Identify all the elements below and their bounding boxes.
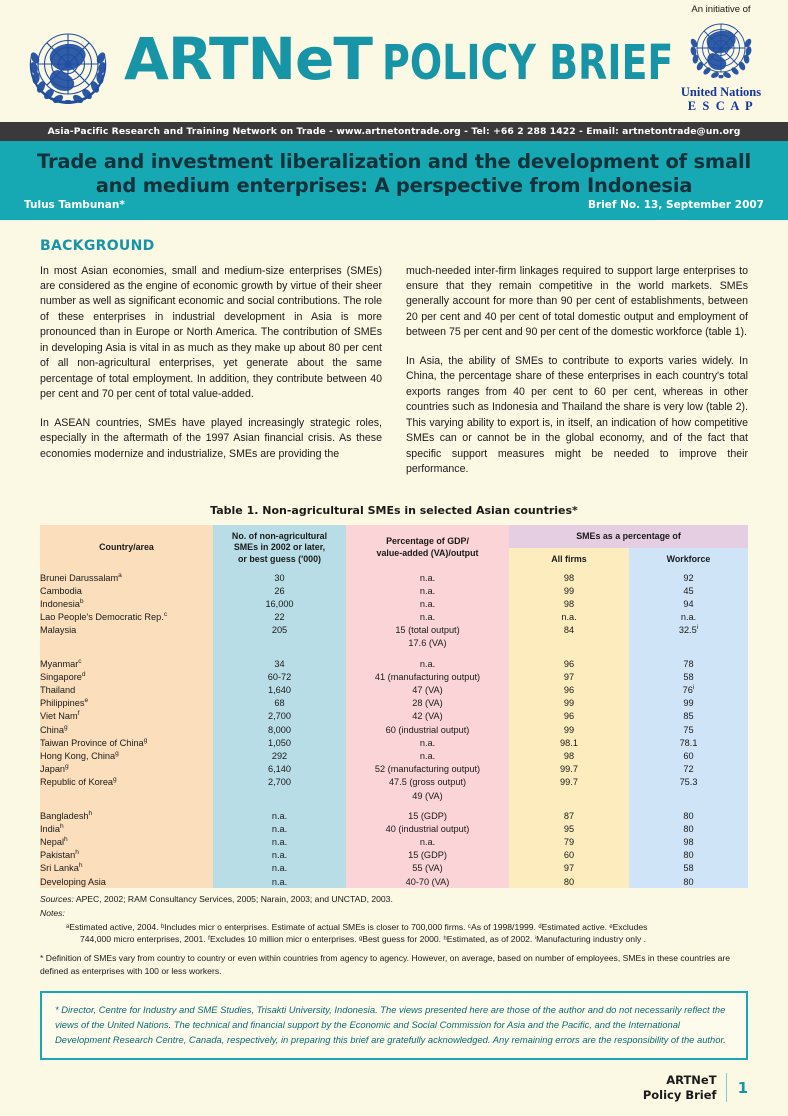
col-header-all-firms: All firms bbox=[509, 548, 629, 571]
cell-country: Brunei Darussalam$^a$ bbox=[40, 571, 213, 584]
col-header-sme-percentage-group: SMEs as a percentage of bbox=[509, 525, 748, 548]
footnote-marker: c bbox=[78, 657, 82, 665]
cell-country: Philippines$^e$ bbox=[40, 697, 213, 710]
table-row bbox=[40, 611, 748, 624]
cell-sme-count: 16,000 bbox=[213, 597, 346, 610]
cell-sme-count: 60-72 bbox=[213, 670, 346, 683]
cell-country: Sri Lanka$^h$ bbox=[40, 862, 213, 875]
cell-workforce: 80 bbox=[629, 875, 748, 888]
cell-gdp-share: 47.5 (gross output) bbox=[346, 776, 509, 789]
cell-all-firms: 80 bbox=[509, 875, 629, 888]
table-group-gap bbox=[40, 650, 748, 657]
paragraph: In Asia, the ability of SMEs to contribute to exports varies widely. In China, the percentage share of these enterprises in each country's total exports ranges from 40 per cent to 60 per cent, whereas in other countries such as Indonesia and Thailand the share is very low (table 2). This varying ability to export is, in itself, an indication of how competitive SMEs can or cannot be in the global economy, and of the fact that specific support measures might be needed to improve their performance. bbox=[406, 354, 748, 475]
brand-policy-brief: POLICY BRIEF bbox=[381, 35, 674, 91]
col-header-gdp-line2: value-added (VA)/output bbox=[376, 548, 479, 559]
cell-country: Malaysia bbox=[40, 624, 213, 637]
cell-all-firms-cont bbox=[509, 789, 629, 802]
cell-workforce: 85 bbox=[629, 710, 748, 723]
footnote-marker: g bbox=[64, 723, 68, 731]
cell-gdp-share: n.a. bbox=[346, 611, 509, 624]
table-row bbox=[40, 763, 748, 776]
cell-sme-count: 30 bbox=[213, 571, 346, 584]
un-emblem-icon bbox=[18, 26, 118, 114]
cell-sme-count: 8,000 bbox=[213, 723, 346, 736]
table-row bbox=[40, 749, 748, 762]
cell-all-firms: 98.1 bbox=[509, 736, 629, 749]
table-row-continuation bbox=[40, 637, 748, 650]
cell-workforce: 78.1 bbox=[629, 736, 748, 749]
table-row bbox=[40, 597, 748, 610]
cell-country: Viet Nam$^f$ bbox=[40, 710, 213, 723]
cell-country: Bangladesh$^h$ bbox=[40, 809, 213, 822]
contact-bar: Asia-Pacific Research and Training Network on Trade - www.artnetontrade.org - Tel: +66 2 288 1422 - Email: artnetontrade@un.org bbox=[0, 122, 788, 141]
table-row bbox=[40, 723, 748, 736]
col-header-country: Country/area bbox=[40, 525, 213, 571]
cell-workforce: 58 bbox=[629, 862, 748, 875]
footnote-marker: h bbox=[59, 822, 64, 830]
sources-line bbox=[40, 893, 748, 905]
footer-brand bbox=[643, 1073, 727, 1102]
author-footnote-text: * Director, Centre for Industry and SME Studies, Trisakti University, Indonesia. The views presented here are those of the author and do not necessarily reflect the views of the United Nations. The technical and financial support by the Economic and Social Commission for Asia and the Pacific, and the International Development Research Centre, Canada, respectively, in preparing this brief are gratefully acknowledged. Any remaining errors are the responsibility of the author. bbox=[55, 1003, 726, 1046]
cell-sme-count: n.a. bbox=[213, 836, 346, 849]
cell-workforce: 76$^i$ bbox=[629, 683, 748, 696]
cell-gdp-share: n.a. bbox=[346, 657, 509, 670]
table-row bbox=[40, 710, 748, 723]
footnote-marker: g bbox=[143, 736, 148, 744]
cell-sme-count: 1,050 bbox=[213, 736, 346, 749]
cell-all-firms: 96 bbox=[509, 683, 629, 696]
cell-gdp-share: 42 (VA) bbox=[346, 710, 509, 723]
cell-country: Indonesia$^b$ bbox=[40, 597, 213, 610]
table-head bbox=[40, 525, 748, 571]
cell-country: Myanmar$^c$ bbox=[40, 657, 213, 670]
table-row bbox=[40, 836, 748, 849]
footnote-marker: f bbox=[77, 710, 80, 718]
footnote-marker: g bbox=[115, 749, 119, 757]
footer-brand-line1: ARTNeT bbox=[666, 1073, 717, 1088]
cell-country: Republic of Korea$^g$ bbox=[40, 776, 213, 789]
table-row bbox=[40, 670, 748, 683]
footnote-marker: h bbox=[88, 809, 93, 817]
cell-all-firms: 95 bbox=[509, 822, 629, 835]
brief-title-line2: and medium enterprises: A perspective from Indonesia bbox=[95, 173, 693, 197]
cell-all-firms: 99.7 bbox=[509, 776, 629, 789]
table-header-row-1 bbox=[40, 525, 748, 548]
paragraph: In most Asian economies, small and medium-size enterprises (SMEs) are considered as the engine of economic growth by virtue of their sheer number as well as significant economic and social contributions. The role of these enterprises in industrial development in Asia is more pronounced than in Europe or North America. The contribution of SMEs in developing Asia is vital in as much as they make up about 80 per cent of all non-agricultural enterprises, yet generate about the same percentage of total employment. In addition, they contribute between 40 per cent and 70 per cent of total value-added. bbox=[40, 264, 382, 401]
table-row bbox=[40, 849, 748, 862]
table-row bbox=[40, 809, 748, 822]
cell-all-firms: 99.7 bbox=[509, 763, 629, 776]
sme-statistics-table bbox=[40, 525, 748, 888]
cell-all-firms: 98 bbox=[509, 597, 629, 610]
notes-label: Notes: bbox=[40, 908, 65, 919]
cell-sme-count: 2,700 bbox=[213, 710, 346, 723]
col-header-workforce: Workforce bbox=[629, 548, 748, 571]
cell-country-cont bbox=[40, 637, 213, 650]
cell-sme-count: n.a. bbox=[213, 809, 346, 822]
cell-gdp-share: n.a. bbox=[346, 749, 509, 762]
footer-brand-line2: Policy Brief bbox=[642, 1087, 717, 1102]
cell-sme-count: n.a. bbox=[213, 875, 346, 888]
cell-gdp-share: n.a. bbox=[346, 597, 509, 610]
cell-all-firms: 99 bbox=[509, 584, 629, 597]
cell-workforce: 99 bbox=[629, 697, 748, 710]
cell-country: Hong Kong, China$^g$ bbox=[40, 749, 213, 762]
cell-all-firms: 87 bbox=[509, 809, 629, 822]
cell-workforce: 80 bbox=[629, 822, 748, 835]
table-row bbox=[40, 697, 748, 710]
two-column-body bbox=[40, 264, 748, 491]
paragraph: In ASEAN countries, SMEs have played increasingly strategic roles, especially in the aftermath of the 1997 Asian financial crisis. As these economies modernize and industrialize, SMEs are providing the bbox=[40, 416, 382, 460]
notes-line-1: ᵃEstimated active, 2004. ᵇIncludes micr o enterprises. Estimate of actual SMEs is closer to 700,000 firms. ᶜAs of 1998/1999. ᵈEstimated active. ᵉExcludes bbox=[66, 921, 648, 932]
cell-sme-count: n.a. bbox=[213, 849, 346, 862]
cell-gdp-share: n.a. bbox=[346, 736, 509, 749]
paragraph: much-needed inter-firm linkages required to support large enterprises to ensure that they remain competitive in the world markets. SMEs generally account for more than 90 per cent of establishments, between 20 per cent and 40 per cent of total domestic output and employment of between 75 per cent and 90 per cent of the domestic workforce (table 1). bbox=[406, 264, 748, 339]
cell-country: China$^g$ bbox=[40, 723, 213, 736]
cell-workforce: 98 bbox=[629, 836, 748, 849]
cell-country: Lao People's Democratic Rep.$^c$ bbox=[40, 611, 213, 624]
cell-gdp-share: n.a. bbox=[346, 836, 509, 849]
cell-all-firms: 97 bbox=[509, 670, 629, 683]
cell-sme-count: 68 bbox=[213, 697, 346, 710]
cell-gdp-share: 15 (GDP) bbox=[346, 849, 509, 862]
cell-sme-count: 6,140 bbox=[213, 763, 346, 776]
footnote-marker: i bbox=[692, 683, 695, 691]
star-definition-note: * Definition of SMEs vary from country to country or even within countries from agency to agency. However, on average, based on number of employees, SMEs in these countries are defined as enterprises with 100 or less workers. bbox=[40, 953, 731, 976]
cell-all-firms: 98 bbox=[509, 749, 629, 762]
un-escap-emblem-icon bbox=[682, 17, 760, 85]
cell-sme-count: 26 bbox=[213, 584, 346, 597]
brief-title-line1: Trade and investment liberalization and the development of small bbox=[37, 150, 751, 173]
cell-gdp-share: n.a. bbox=[346, 571, 509, 584]
page-number: 1 bbox=[737, 1078, 748, 1097]
cell-workforce: 92 bbox=[629, 571, 748, 584]
cell-workforce: 72 bbox=[629, 763, 748, 776]
cell-sme-count: 1,640 bbox=[213, 683, 346, 696]
masthead bbox=[0, 0, 788, 122]
cell-workforce: 58 bbox=[629, 670, 748, 683]
cell-sme-count-cont bbox=[213, 637, 346, 650]
cell-country: Thailand bbox=[40, 683, 213, 696]
table-row bbox=[40, 571, 748, 584]
footnote-marker: c bbox=[163, 611, 168, 619]
cell-sme-count-cont bbox=[213, 789, 346, 802]
cell-country: India$^h$ bbox=[40, 822, 213, 835]
cell-workforce: 80 bbox=[629, 809, 748, 822]
footnote-marker: g bbox=[113, 776, 117, 784]
un-escap-label: E S C A P bbox=[687, 99, 755, 114]
cell-gdp-share: 15 (total output) bbox=[346, 624, 509, 637]
page-title: BACKGROUND bbox=[40, 237, 155, 254]
cell-workforce-cont bbox=[629, 789, 748, 802]
cell-workforce: 78 bbox=[629, 657, 748, 670]
cell-country: Pakistan$^h$ bbox=[40, 849, 213, 862]
table-caption: Table 1. Non-agricultural SMEs in selected Asian countries* bbox=[210, 504, 578, 518]
cell-country: Singapore$^d$ bbox=[40, 670, 213, 683]
table-row bbox=[40, 683, 748, 696]
cell-sme-count: n.a. bbox=[213, 862, 346, 875]
cell-gdp-share: 28 (VA) bbox=[346, 697, 509, 710]
cell-gdp-share: 15 (GDP) bbox=[346, 809, 509, 822]
cell-gdp-share: 60 (industrial output) bbox=[346, 723, 509, 736]
cell-all-firms: 96 bbox=[509, 710, 629, 723]
notes-line-2: 744,000 micro enterprises, 2001. ᶠExcludes 10 million micr o enterprises. ᵍBest guess for 2000. ʰEstimated, as of 2002. ⁱManufacturing industry only . bbox=[80, 933, 647, 944]
article-content bbox=[0, 220, 788, 1060]
table-row bbox=[40, 875, 748, 888]
cell-gdp-share: 52 (manufacturing output) bbox=[346, 763, 509, 776]
byline-row bbox=[24, 199, 764, 211]
col-header-gdp bbox=[346, 525, 509, 571]
table-row bbox=[40, 624, 748, 637]
footnote-marker: b bbox=[79, 597, 84, 605]
cell-gdp-share: 55 (VA) bbox=[346, 862, 509, 875]
table-row bbox=[40, 584, 748, 597]
cell-sme-count: 22 bbox=[213, 611, 346, 624]
cell-workforce-cont bbox=[629, 637, 748, 650]
cell-country-cont bbox=[40, 789, 213, 802]
cell-workforce: 60 bbox=[629, 749, 748, 762]
cell-all-firms: 96 bbox=[509, 657, 629, 670]
footnote-marker: a bbox=[118, 571, 122, 579]
author-footnote-box bbox=[40, 991, 748, 1060]
cell-workforce: 32.5$^i$ bbox=[629, 624, 748, 637]
cell-gdp-share: 47 (VA) bbox=[346, 683, 509, 696]
footnote-marker: i bbox=[696, 624, 699, 632]
footnote-marker: h bbox=[75, 849, 79, 857]
brand-artnet: ARTNeT bbox=[124, 25, 372, 93]
cell-workforce: 45 bbox=[629, 584, 748, 597]
cell-country: Japan$^g$ bbox=[40, 763, 213, 776]
cell-workforce: 80 bbox=[629, 849, 748, 862]
cell-sme-count: n.a. bbox=[213, 822, 346, 835]
right-column bbox=[406, 264, 748, 491]
table-row bbox=[40, 862, 748, 875]
page-footer bbox=[643, 1073, 748, 1102]
footnote-marker: h bbox=[64, 836, 68, 844]
initiative-block bbox=[662, 4, 780, 114]
cell-all-firms: n.a. bbox=[509, 611, 629, 624]
col-header-number bbox=[213, 525, 346, 571]
cell-gdp-share: 41 (manufacturing output) bbox=[346, 670, 509, 683]
left-column bbox=[40, 264, 382, 491]
cell-country: Nepal$^h$ bbox=[40, 836, 213, 849]
footnote-marker: e bbox=[84, 697, 89, 705]
table-row bbox=[40, 776, 748, 789]
cell-sme-count: 292 bbox=[213, 749, 346, 762]
cell-gdp-share-cont: 17.6 (VA) bbox=[346, 637, 509, 650]
cell-all-firms: 99 bbox=[509, 697, 629, 710]
cell-workforce: n.a. bbox=[629, 611, 748, 624]
cell-country: Cambodia bbox=[40, 584, 213, 597]
table-notes bbox=[40, 893, 748, 977]
col-header-number-line2: SMEs in 2002 or later, bbox=[233, 542, 326, 553]
cell-all-firms: 99 bbox=[509, 723, 629, 736]
table-row-continuation bbox=[40, 789, 748, 802]
title-band bbox=[0, 141, 788, 215]
cell-all-firms: 97 bbox=[509, 862, 629, 875]
cell-sme-count: 205 bbox=[213, 624, 346, 637]
cell-all-firms: 84 bbox=[509, 624, 629, 637]
footnote-marker: g bbox=[65, 763, 69, 771]
cell-gdp-share: 40 (industrial output) bbox=[346, 822, 509, 835]
footnote-marker: d bbox=[81, 670, 86, 678]
cell-country: Developing Asia bbox=[40, 875, 213, 888]
col-header-number-line1: No. of non-agricultural bbox=[231, 530, 328, 541]
cell-gdp-share: n.a. bbox=[346, 584, 509, 597]
cell-sme-count: 2,700 bbox=[213, 776, 346, 789]
brief-number: Brief No. 13, September 2007 bbox=[587, 198, 764, 211]
un-name-label: United Nations bbox=[680, 85, 762, 99]
table-body bbox=[40, 571, 748, 888]
sources-label: Sources: bbox=[40, 894, 74, 905]
table-row bbox=[40, 822, 748, 835]
table-group-gap bbox=[40, 802, 748, 809]
table-row bbox=[40, 736, 748, 749]
footnote-marker: h bbox=[78, 862, 83, 870]
table-row bbox=[40, 657, 748, 670]
cell-all-firms: 60 bbox=[509, 849, 629, 862]
cell-all-firms: 98 bbox=[509, 571, 629, 584]
cell-gdp-share-cont: 49 (VA) bbox=[346, 789, 509, 802]
cell-workforce: 94 bbox=[629, 597, 748, 610]
brand-lockup bbox=[124, 25, 713, 93]
brief-title bbox=[24, 150, 764, 198]
cell-all-firms: 79 bbox=[509, 836, 629, 849]
col-header-gdp-line1: Percentage of GDP/ bbox=[386, 536, 469, 547]
cell-country: Taiwan Province of China$^g$ bbox=[40, 736, 213, 749]
cell-sme-count: 34 bbox=[213, 657, 346, 670]
sources-text: APEC, 2002; RAM Consultancy Services, 2005; Narain, 2003; and UNCTAD, 2003. bbox=[73, 894, 393, 905]
cell-gdp-share: 40-70 (VA) bbox=[346, 875, 509, 888]
cell-workforce: 75 bbox=[629, 723, 748, 736]
initiative-label: An initiative of bbox=[691, 4, 751, 15]
cell-all-firms-cont bbox=[509, 637, 629, 650]
cell-workforce: 75.3 bbox=[629, 776, 748, 789]
col-header-number-line3: or best guess ('000) bbox=[238, 554, 321, 565]
author-name: Tulus Tambunan* bbox=[24, 198, 125, 211]
